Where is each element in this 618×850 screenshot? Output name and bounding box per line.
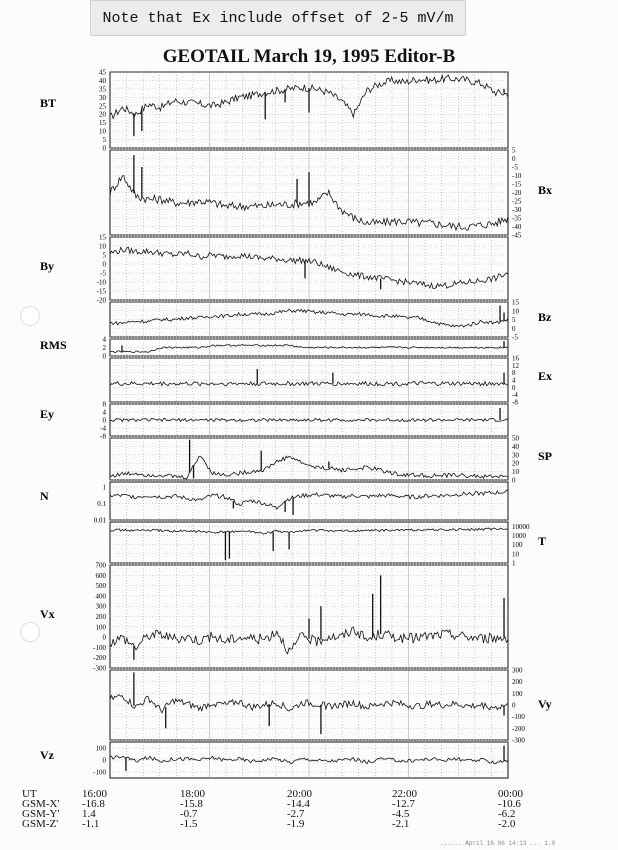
panel-sp (110, 435, 552, 485)
tick-label: -5 (512, 163, 518, 172)
panel-label: Bz (538, 310, 552, 324)
tick-label: 50 (512, 434, 519, 443)
tick-label: 4 (102, 335, 106, 344)
tick-label: 300 (95, 602, 106, 611)
tick-label: -25 (512, 197, 522, 206)
tick-label: -300 (512, 736, 525, 745)
panel-ey (40, 401, 508, 441)
tick-label: 0 (102, 144, 106, 153)
tick-label: 0 (102, 352, 106, 361)
footer-x-value: -14.4 (287, 798, 310, 810)
tick-label: 300 (512, 666, 523, 675)
tick-label: 10 (512, 550, 519, 559)
footer-ut-value: 20:00 (287, 788, 313, 800)
tick-label: 30 (512, 451, 519, 460)
panel-label: Vz (40, 748, 54, 762)
panel-label: Ex (538, 369, 553, 383)
panel-ex (110, 355, 552, 407)
footer-ut-value: 16:00 (82, 788, 108, 800)
panel-label: Ey (40, 407, 55, 421)
tick-label: 600 (95, 571, 106, 580)
tick-label: 5 (512, 316, 516, 324)
footer-ut-value: 00:00 (498, 788, 524, 800)
tick-label: 0 (512, 383, 516, 392)
panel-n (40, 482, 508, 525)
footer-y-value: -4.5 (392, 808, 410, 820)
panel-label: Vy (538, 697, 552, 711)
tick-label: 100 (512, 689, 523, 698)
footer-x-value: -12.7 (392, 798, 415, 810)
tick-label: 400 (95, 592, 106, 601)
tick-label: 10 (512, 307, 519, 316)
tick-label: -35 (512, 214, 522, 223)
footer-x-value: -16.8 (82, 798, 105, 810)
tick-label: -40 (512, 223, 522, 231)
footer-y-value: -6.2 (498, 808, 516, 820)
footer-label-gsm-x: GSM-X' (22, 798, 60, 810)
tick-label: 15 (99, 233, 106, 242)
tick-label: 0 (102, 633, 106, 642)
tick-label: -100 (512, 713, 525, 722)
tick-label: -30 (512, 206, 522, 214)
footer-z-value: -2.1 (392, 818, 410, 830)
panel-label: BT (40, 96, 57, 110)
tick-label: -15 (96, 287, 106, 296)
tick-label: 8 (102, 400, 106, 409)
panel-label: N (40, 489, 49, 503)
tick-label: 1000 (512, 532, 526, 541)
footer-y-value: 1.4 (82, 808, 96, 820)
tick-label: -45 (512, 231, 522, 240)
scan-stamp: ...... April 16 06 14:13 ... 1.0 (440, 840, 556, 847)
panel-bz (110, 299, 552, 342)
footer-ut-value: 22:00 (392, 788, 418, 800)
tick-label: -20 (512, 189, 522, 197)
tick-label: 16 (512, 354, 519, 363)
tick-label: 8 (512, 369, 516, 378)
tick-label: 10 (512, 468, 519, 477)
tick-label: -20 (96, 296, 106, 305)
tick-label: -10 (96, 278, 106, 287)
footer-col-0000 (498, 789, 523, 829)
footer-z-value: -1.5 (180, 818, 198, 830)
tick-label: 35 (99, 85, 106, 94)
footer-ut-value: 18:00 (180, 788, 206, 800)
tick-label: 0 (512, 476, 516, 485)
tick-label: 700 (95, 561, 106, 570)
tick-label: 100 (95, 623, 106, 632)
tick-label: 1 (102, 483, 106, 492)
panel-bx (110, 147, 552, 240)
tick-label: 2 (102, 344, 106, 352)
tick-label: 10000 (512, 522, 530, 531)
tick-label: 40 (512, 442, 519, 451)
tick-label: 15 (99, 119, 106, 128)
panel-label: RMS (40, 338, 67, 352)
tick-label: 5 (512, 146, 516, 155)
tick-label: 0.1 (97, 499, 106, 508)
tick-label: 20 (512, 459, 519, 468)
panel-label: By (40, 259, 55, 273)
tick-label: -4 (512, 391, 518, 400)
tick-label: -100 (93, 643, 106, 652)
tick-label: 25 (99, 102, 106, 111)
tick-label: 0 (102, 756, 106, 765)
panel-label: Bx (538, 183, 553, 197)
tick-label: 200 (512, 678, 523, 687)
footer-z-value: -2.0 (498, 818, 516, 830)
tick-label: -10 (512, 172, 522, 180)
panel-label: T (538, 534, 547, 548)
tick-label: 0 (102, 416, 106, 425)
tick-label: -5 (512, 333, 518, 342)
tick-label: 0 (512, 324, 516, 333)
panel-label: Vx (40, 607, 55, 621)
tick-label: -8 (512, 398, 518, 407)
panel-rms (40, 336, 508, 361)
footer-y-value: -2.7 (287, 808, 305, 820)
page-title: GEOTAIL March 19, 1995 Editor-B (162, 46, 456, 67)
tick-label: 10 (99, 242, 106, 251)
tick-label: 4 (102, 408, 106, 417)
tick-label: 12 (512, 361, 519, 370)
panel-by (40, 234, 508, 305)
tick-label: 5 (102, 251, 106, 260)
panel-vy (110, 667, 552, 745)
footer-row-labels (22, 789, 59, 829)
footer-label-gsm-z: GSM-Z' (22, 818, 59, 830)
footer-x-value: -15.8 (180, 798, 203, 810)
footer-col-2200 (392, 789, 417, 829)
tick-label: -15 (512, 180, 522, 189)
panel-vx (40, 562, 508, 673)
tick-label: -4 (100, 424, 106, 433)
footer-z-value: -1.9 (287, 818, 305, 830)
tick-label: 0 (512, 155, 516, 163)
tick-label: -5 (100, 269, 106, 278)
footer-col-1800 (180, 789, 205, 829)
footer-x-value: -10.6 (498, 798, 521, 810)
panel-vz (40, 742, 508, 778)
tick-label: 5 (102, 136, 106, 145)
tick-label: 100 (512, 541, 523, 550)
tick-label: 200 (95, 613, 106, 621)
tick-label: 500 (95, 582, 106, 591)
footer-col-1600 (82, 789, 107, 829)
tick-label: 30 (99, 93, 106, 102)
offset-note: Note that Ex include offset of 2-5 mV/m (90, 0, 466, 36)
tick-label: 20 (99, 110, 106, 119)
panel-t (110, 522, 546, 568)
footer-label-gsm-y: GSM-Y' (22, 808, 60, 820)
footer-label-ut: UT (22, 788, 37, 800)
tick-label: 45 (99, 68, 106, 77)
tick-label: -200 (512, 724, 525, 733)
tick-label: 0 (512, 701, 516, 710)
tick-label: -8 (100, 432, 106, 441)
tick-label: 10 (99, 127, 106, 136)
tick-label: -200 (93, 654, 106, 663)
footer-z-value: -1.1 (82, 818, 100, 830)
tick-label: -100 (93, 768, 106, 777)
tick-label: 4 (512, 376, 516, 385)
footer-col-2000 (287, 789, 312, 829)
tick-label: 40 (99, 76, 106, 85)
panel-bt (40, 69, 508, 153)
footer-y-value: -0.7 (180, 808, 198, 820)
panel-label: SP (538, 449, 553, 463)
tick-label: -300 (93, 664, 106, 673)
tick-label: 15 (512, 298, 519, 307)
tick-label: 0.01 (93, 516, 106, 525)
tick-label: 1 (512, 559, 516, 568)
tick-label: 100 (95, 744, 106, 753)
tick-label: 0 (102, 260, 106, 269)
